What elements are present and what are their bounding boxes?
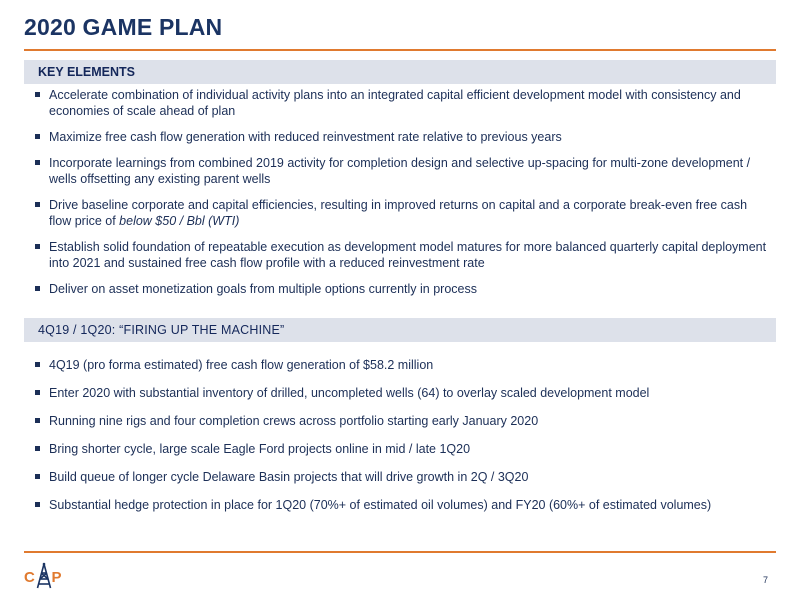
list-item (34, 357, 769, 373)
list-item (34, 155, 769, 187)
company-logo (24, 561, 64, 591)
bullet-square-icon (35, 418, 40, 423)
list-item (34, 441, 769, 457)
bullet-text: Accelerate combination of individual activity plans into an integrated capital efficient development model with consistency and economies of scale ahead of plan (49, 88, 741, 118)
svg-text:P: P (51, 569, 62, 586)
bullet-square-icon (35, 134, 40, 139)
bullet-text: Running nine rigs and four completion crews across portfolio starting early January 2020 (49, 414, 539, 428)
bullet-text: Substantial hedge protection in place for 1Q20 (70%+ of estimated oil volumes) and FY20 (60%+ of estimated volumes) (49, 498, 712, 512)
svg-text:C: C (24, 569, 35, 586)
bullet-square-icon (35, 362, 40, 367)
bullet-text: Deliver on asset monetization goals from multiple options currently in process (49, 282, 477, 296)
list-item (34, 385, 769, 401)
bullet-text-emphasis: below $50 / Bbl (WTI) (119, 214, 240, 228)
page-number: 7 (762, 575, 768, 585)
footer-divider (24, 551, 776, 553)
bullet-square-icon (35, 244, 40, 249)
bullet-square-icon (35, 474, 40, 479)
list-item (34, 87, 769, 119)
list-item (34, 413, 769, 429)
list-item (34, 129, 769, 145)
list-item (34, 197, 769, 229)
title-divider (24, 49, 776, 51)
section-header-firing-up (24, 318, 776, 342)
bullet-text: 4Q19 (pro forma estimated) free cash flow generation of $58.2 million (49, 358, 434, 372)
list-item (34, 239, 769, 271)
bullet-square-icon (35, 92, 40, 97)
bullet-square-icon (35, 502, 40, 507)
section-header-key-elements (24, 60, 776, 84)
page-title: 2020 GAME PLAN (24, 14, 223, 40)
list-item (34, 281, 769, 297)
list-item (34, 469, 769, 485)
bullet-square-icon (35, 286, 40, 291)
bullet-square-icon (35, 202, 40, 207)
bullet-text: Build queue of longer cycle Delaware Basin projects that will drive growth in 2Q / 3Q20 (49, 470, 529, 484)
bullet-text: Establish solid foundation of repeatable execution as development model matures for more balanced quarterly capital deployment into 2021 and sustained free cash flow profile with a reduced reinvestment rate (49, 240, 767, 270)
key-elements-list (34, 87, 769, 307)
bullet-text: Enter 2020 with substantial inventory of drilled, uncompleted wells (64) to overlay scaled development model (49, 386, 650, 400)
bullet-text: Drive baseline corporate and capital efficiencies, resulting in improved returns on capital and a corporate break-even free cash flow price of (49, 198, 748, 228)
bullet-text: Incorporate learnings from combined 2019 activity for completion design and selective up-spacing for multi-zone development / wells offsetting any existing parent wells (49, 156, 751, 186)
bullet-square-icon (35, 390, 40, 395)
list-item (34, 497, 769, 513)
section-heading: 4Q19 / 1Q20: “FIRING UP THE MACHINE” (38, 323, 285, 337)
bullet-square-icon (35, 160, 40, 165)
bullet-text: Bring shorter cycle, large scale Eagle Ford projects online in mid / late 1Q20 (49, 442, 471, 456)
bullet-text: Maximize free cash flow generation with reduced reinvestment rate relative to previous years (49, 130, 562, 144)
bullet-square-icon (35, 446, 40, 451)
section-heading: KEY ELEMENTS (38, 65, 136, 79)
firing-up-list (34, 357, 769, 525)
